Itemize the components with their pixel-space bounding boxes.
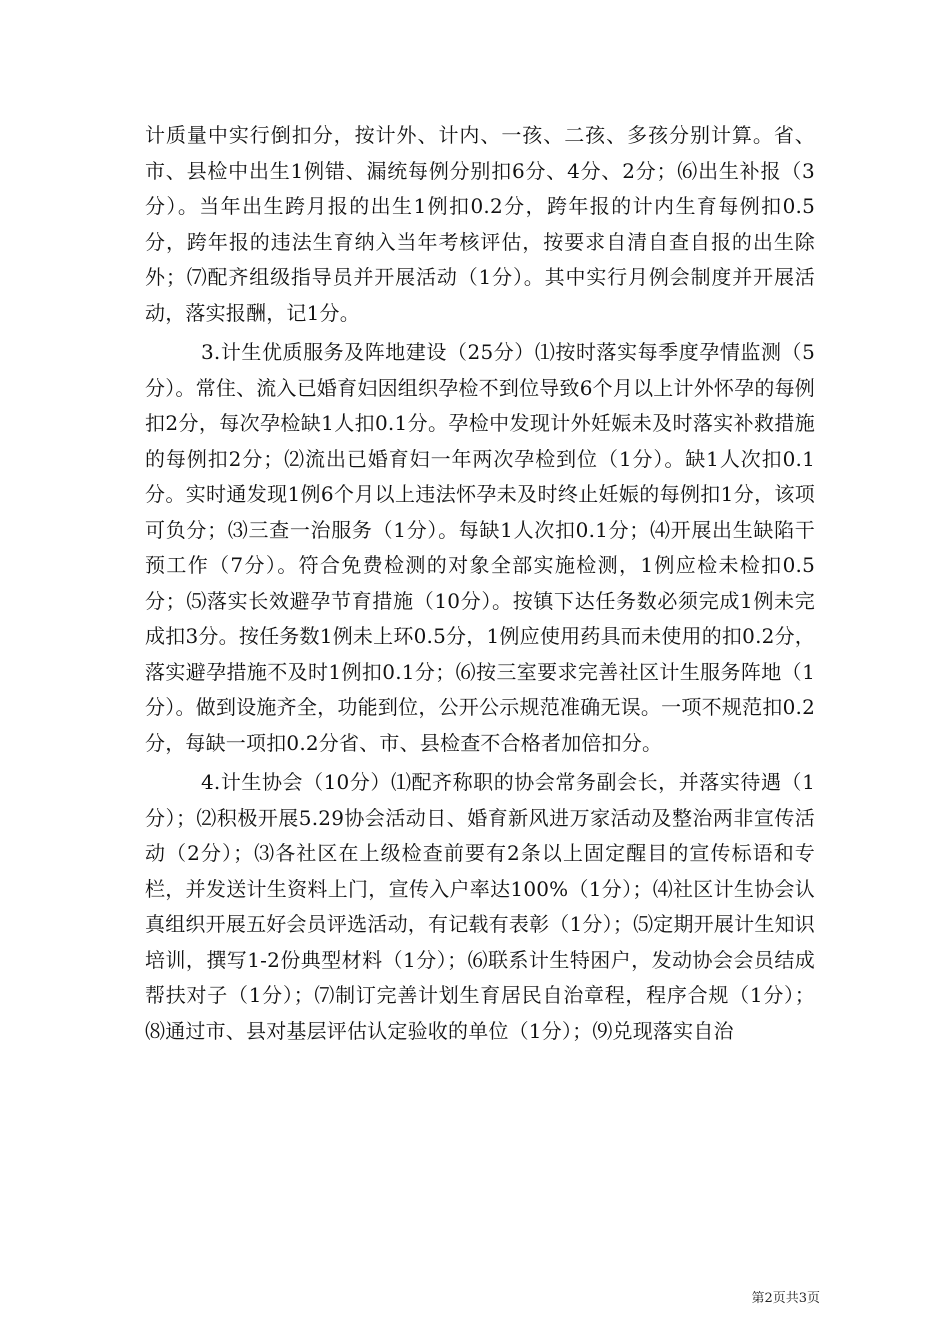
document-body [145, 118, 815, 1049]
paragraph-section-4: 4.计生协会（10分）⑴配齐称职的协会常务副会长，并落实待遇（1分）；⑵积极开展5.29协会活动日、婚育新风进万家活动及整治两非宣传活动（2分）；⑶各社区在上级检查前要有2条以上固定醒目的宣传标语和专栏，并发送计生资料上门，宣传入户率达100%（1分）；⑷社区计生协会认真组织开展五好会员评选活动，有记载有表彰（1分）；⑸定期开展计生知识培训，撰写1-2份典型材料（1分）；⑹联系计生特困户，发动协会会员结成帮扶对子（1分）；⑺制订完善计划生育居民自治章程，程序合规（1分）；⑻通过市、县对基层评估认定验收的单位（1分）；⑼兑现落实自治 [145, 770, 815, 1043]
paragraph-section-3: 3.计生优质服务及阵地建设（25分）⑴按时落实每季度孕情监测（5分）。常住、流入已婚育妇因组织孕检不到位导致6个月以上计外怀孕的每例扣2分，每次孕检缺1人扣0.1分。孕检中发现计外妊娠未及时落实补救措施的每例扣2分；⑵流出已婚育妇一年两次孕检到位（1分）。缺1人次扣0.1分。实时通发现1例6个月以上违法怀孕未及时终止妊娠的每例扣1分，该项可负分；⑶三查一治服务（1分）。每缺1人次扣0.1分；⑷开展出生缺陷干预工作（7分）。符合免费检测的对象全部实施检测，1例应检未检扣0.5分；⑸落实长效避孕节育措施（10分）。按镇下达任务数必须完成1例未完成扣3分。按任务数1例未上环0.5分，1例应使用药具而未使用的扣0.2分，落实避孕措施不及时1例扣0.1分；⑹按三室要求完善社区计生服务阵地（1分）。做到设施齐全，功能到位，公开公示规范准确无误。一项不规范扣0.2分，每缺一项扣0.2分省、市、县检查不合格者加倍扣分。 [145, 340, 815, 755]
page-number-footer: 第2页共3页 [751, 1291, 820, 1306]
paragraph-continuation: 计质量中实行倒扣分，按计外、计内、一孩、二孩、多孩分别计算。省、市、县检中出生1例错、漏统每例分别扣6分、4分、2分；⑹出生补报（3分）。当年出生跨月报的出生1例扣0.2分，跨年报的计内生育每例扣0.5分，跨年报的违法生育纳入当年考核评估，按要求自清自查自报的出生除外；⑺配齐组级指导员并开展活动（1分）。其中实行月例会制度并开展活动，落实报酬，记1分。 [145, 123, 815, 325]
